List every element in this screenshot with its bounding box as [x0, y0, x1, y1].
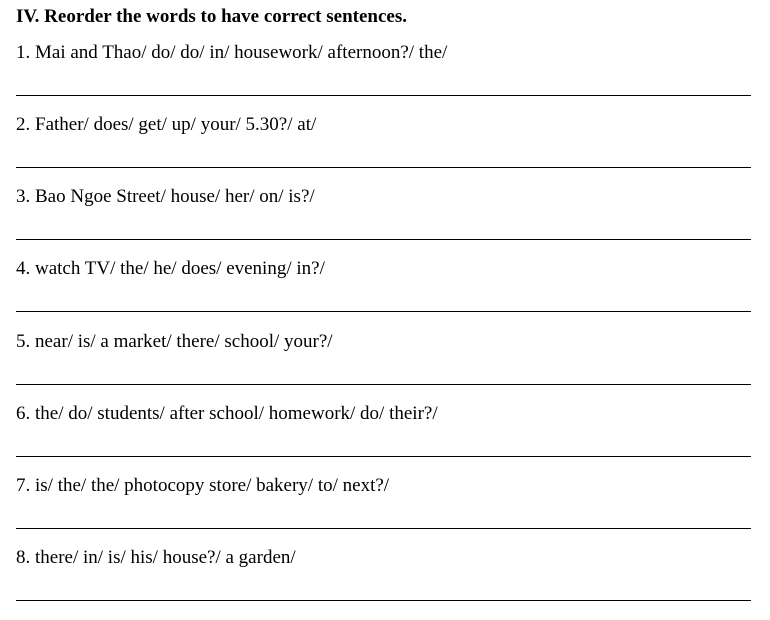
exercise-item-1: [16, 41, 752, 113]
exercise-prompt: 3. Bao Ngoe Street/ house/ her/ on/ is?/: [16, 186, 315, 207]
exercise-item-3: [16, 185, 752, 257]
exercise-item-8: [16, 546, 752, 618]
exercise-prompt: 2. Father/ does/ get/ up/ your/ 5.30?/ at/: [16, 114, 317, 135]
exercise-item-2: [16, 113, 752, 185]
answer-line[interactable]: [16, 95, 751, 96]
answer-line[interactable]: [16, 384, 751, 385]
exercise-prompt: 6. the/ do/ students/ after school/ homework/ do/ their?/: [16, 403, 438, 424]
answer-line[interactable]: [16, 239, 751, 240]
exercise-item-6: [16, 402, 752, 474]
exercise-item-5: [16, 330, 752, 402]
answer-line[interactable]: [16, 167, 751, 168]
answer-line[interactable]: [16, 600, 751, 601]
answer-line[interactable]: [16, 456, 751, 457]
exercise-prompt: 4. watch TV/ the/ he/ does/ evening/ in?/: [16, 258, 325, 279]
exercise-item-7: [16, 474, 752, 546]
answer-line[interactable]: [16, 528, 751, 529]
exercise-prompt: 5. near/ is/ a market/ there/ school/ your?/: [16, 331, 333, 352]
exercise-prompt: 1. Mai and Thao/ do/ do/ in/ housework/ afternoon?/ the/: [16, 42, 448, 63]
section-title: IV. Reorder the words to have correct sentences.: [16, 6, 407, 27]
exercise-prompt: 8. there/ in/ is/ his/ house?/ a garden/: [16, 547, 296, 568]
exercise-prompt: 7. is/ the/ the/ photocopy store/ bakery/ to/ next?/: [16, 475, 390, 496]
answer-line[interactable]: [16, 311, 751, 312]
exercise-item-4: [16, 257, 752, 329]
